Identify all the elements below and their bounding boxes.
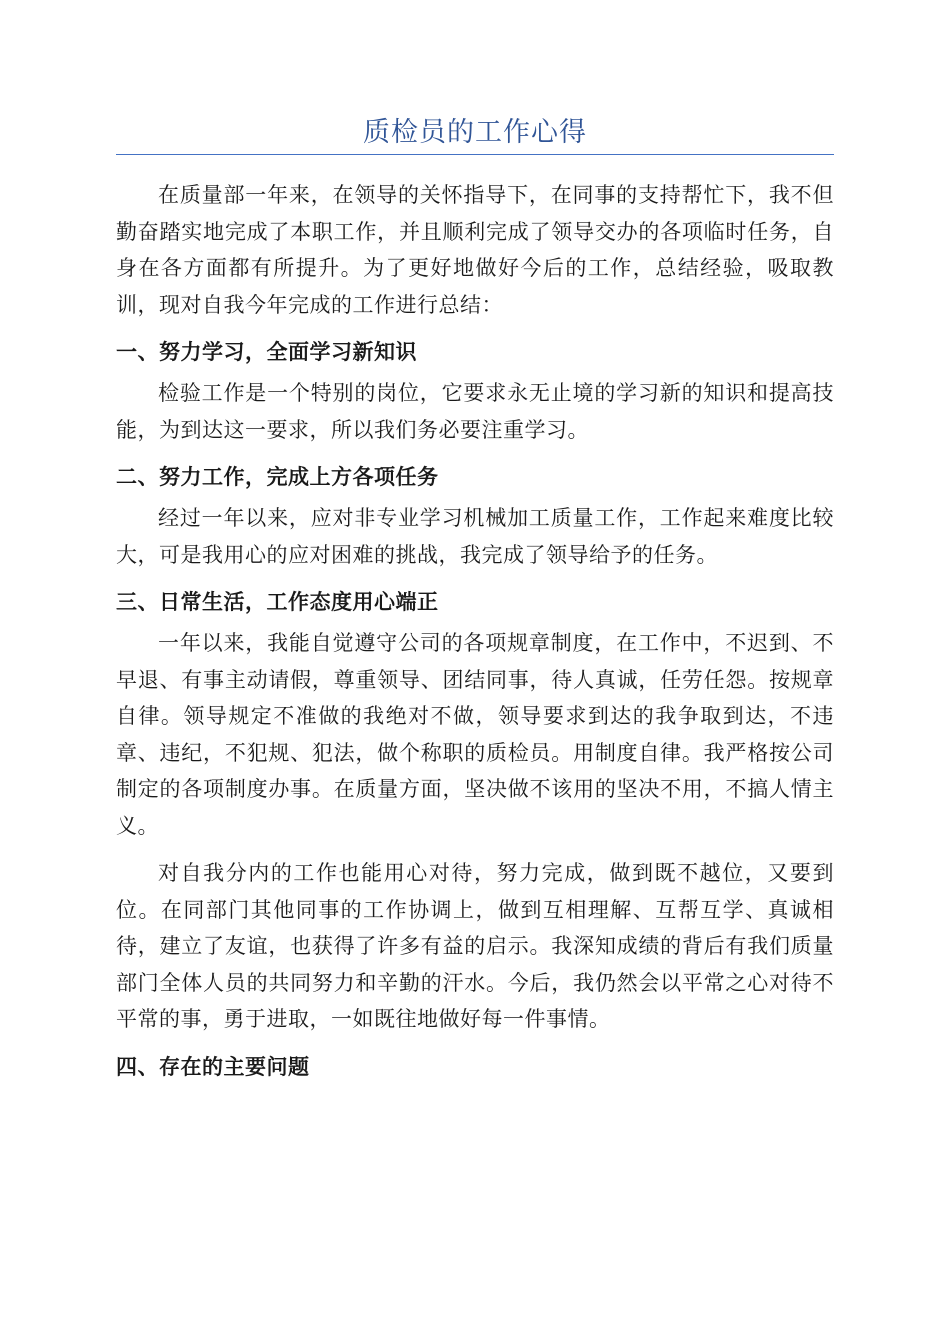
section-3-paragraph-2: 对自我分内的工作也能用心对待，努力完成，做到既不越位，又要到位。在同部门其他同事的工作协调上，做到互相理解、互帮互学、真诚相待，建立了友谊，也获得了许多有益的启示。我深知成绩的背后有我们质量部门全体人员的共同努力和辛勤的汗水。今后，我仍然会以平常之心对待不平常的事，勇于进取，一如既往地做好每一件事情。: [116, 861, 834, 1031]
section-3-paragraph-1: 一年以来，我能自觉遵守公司的各项规章制度，在工作中，不迟到、不早退、有事主动请假，尊重领导、团结同事，待人真诚，任劳任怨。按规章自律。领导规定不准做的我绝对不做，领导要求到达的我争取到达，不违章、违纪，不犯规、犯法，做个称职的质检员。用制度自律。我严格按公司制定的各项制度办事。在质量方面，坚决做不该用的坚决不用，不搞人情主义。: [116, 631, 834, 838]
section-heading-3: 三、日常生活，工作态度用心端正: [116, 589, 439, 614]
document-title: 质检员的工作心得: [363, 117, 587, 148]
intro-paragraph: 在质量部一年来，在领导的关怀指导下，在同事的支持帮忙下，我不但勤奋踏实地完成了本职工作，并且顺利完成了领导交办的各项临时任务，自身在各方面都有所提升。为了更好地做好今后的工作，总结经验，吸取教训，现对自我今年完成的工作进行总结：: [116, 183, 834, 317]
section-2-paragraph-1: 经过一年以来，应对非专业学习机械加工质量工作，工作起来难度比较大，可是我用心的应对困难的挑战，我完成了领导给予的任务。: [116, 506, 834, 567]
section-1-paragraph-1: 检验工作是一个特别的岗位，它要求永无止境的学习新的知识和提高技能，为到达这一要求，所以我们务必要注重学习。: [116, 381, 834, 442]
title-underline: [116, 154, 834, 155]
section-heading-2: 二、努力工作，完成上方各项任务: [116, 464, 439, 489]
section-heading-4: 四、存在的主要问题: [116, 1053, 310, 1079]
section-heading-1: 一、努力学习，全面学习新知识: [116, 339, 417, 364]
document-body: [116, 177, 834, 1085]
